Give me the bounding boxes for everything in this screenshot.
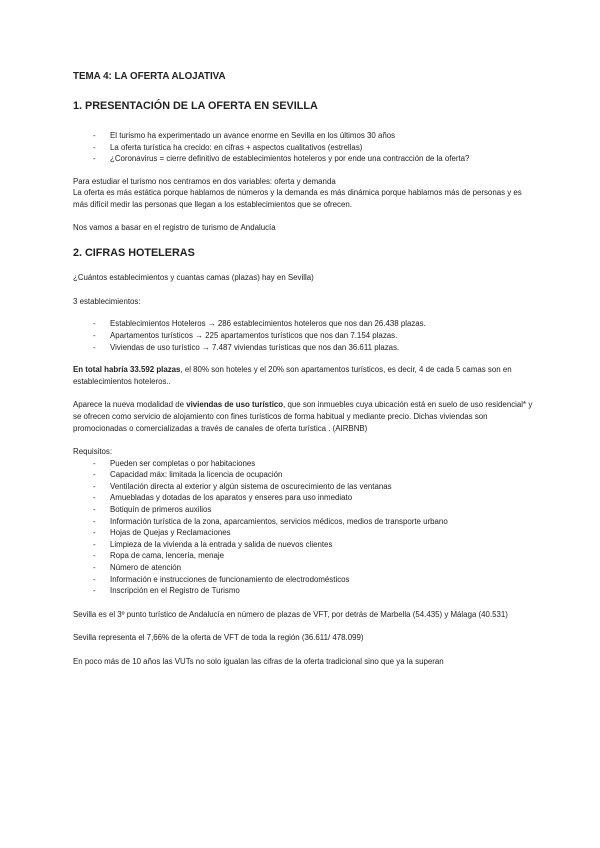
vut-pre-text: Aparece la nueva modalidad de — [73, 400, 187, 410]
section-1-heading: 1. PRESENTACIÓN DE LA OFERTA EN SEVILLA — [73, 100, 318, 112]
paragraph-growth: En poco más de 10 años las VUTs no solo igualan las cifras de la oferta tradicional sino que ya la superan — [73, 657, 444, 666]
list-item: - Información e instrucciones de funcionamiento de electrodomésticos — [93, 574, 533, 586]
requisitos-list — [73, 458, 533, 597]
paragraph-oferta-demanda: La oferta es más estática porque hablamos de números y la demanda es más dinámica porque hablamos más de personas y es más difícil medir las personas que llegan a los establecimientos que se ofrecen. — [73, 188, 522, 209]
list-item: - Amuebladas y dotadas de los aparatos y enseres para uso inmediato — [93, 492, 533, 504]
establishments-list — [73, 318, 533, 353]
list-item: - Información turística de la zona, aparcamientos, servicios médicos, medios de transporte urbano — [93, 516, 533, 528]
paragraph-question: ¿Cuántos establecimientos y cuantas camas (plazas) hay en Sevilla) — [73, 273, 314, 283]
paragraph-intro: 3 establecimientos: — [73, 296, 141, 306]
list-item: - Establecimientos Hoteleros → 286 establecimientos hoteleros que nos dan 26.438 plazas. — [93, 318, 533, 330]
list-item: - Limpieza de la vivienda a la entrada y salida de nuevos clientes — [93, 539, 533, 551]
total-bold-text: En total habría 33.592 plazas — [73, 365, 181, 375]
paragraph-share: Sevilla representa el 7,66% de la oferta de VFT de toda la región (36.611/ 478.099) — [73, 633, 364, 643]
list-item: - Ventilación directa al exterior y algún sistema de oscurecimiento de las ventanas — [93, 481, 533, 493]
list-item: - Hojas de Quejas y Reclamaciones — [93, 527, 533, 539]
list-item: - El turismo ha experimentado un avance enorme en Sevilla en los últimos 30 años — [93, 130, 533, 142]
list-item: - Apartamentos turísticos → 225 apartamentos turísticos que nos dan 7.154 plazas. — [93, 330, 533, 342]
document-content — [73, 70, 533, 668]
section-2-heading: 2. CIFRAS HOTELERAS — [73, 247, 195, 260]
vut-post-text: , que son inmuebles cuya ubicación está en suelo de uso residencial* y se ofrecen como servicio de alojamiento con fines turísticos de forma habitual y mediante precio. Dichas viviendas son promocionadas o comercializadas a través de canales de oferta turística . (AIRBNB) — [73, 400, 533, 433]
paragraph-registro: Nos vamos a basar en el registro de turismo de Andalucía — [73, 222, 276, 232]
paragraph-vut — [73, 399, 533, 434]
list-item: - ¿Coronavirus = cierre definitivo de establecimientos hoteleros y por ende una contracción de la oferta? — [93, 153, 533, 165]
requisitos-label: Requisitos: — [73, 447, 113, 457]
list-item: - Número de atención — [93, 562, 533, 574]
paragraph-variables: Para estudiar el turismo nos centramos en dos variables: oferta y demanda — [73, 176, 336, 186]
list-item: - Ropa de cama, lencería, menaje — [93, 550, 533, 562]
list-item: - Capacidad máx: limitada la licencia de ocupación — [93, 469, 533, 481]
section-1-bullet-list — [73, 130, 533, 165]
paragraph-total — [73, 364, 533, 387]
paragraph-ranking: Sevilla es el 3º punto turístico de Andalucía en número de plazas de VFT, por detrás de Marbella (54.435) y Málaga (40.531) — [73, 609, 508, 619]
list-item: - La oferta turística ha crecido: en cifras + aspectos cualitativos (estrellas) — [93, 142, 533, 154]
list-item: - Botiquín de primeros auxilios — [93, 504, 533, 516]
document-title: TEMA 4: LA OFERTA ALOJATIVA — [73, 71, 226, 82]
total-rest-text: , el 80% son hoteles y el 20% son apartamentos turísticos, es decir, 4 de cada 5 camas son en establecimientos hoteleros.. — [73, 365, 512, 386]
list-item: - Pueden ser completas o por habitaciones — [93, 458, 533, 470]
vut-bold-text: viviendas de uso turístico — [186, 400, 284, 410]
list-item: - Inscripción en el Registro de Turismo — [93, 585, 533, 597]
list-item: - Viviendas de uso turístico → 7.487 viviendas turísticas que nos dan 36.611 plazas. — [93, 342, 533, 354]
